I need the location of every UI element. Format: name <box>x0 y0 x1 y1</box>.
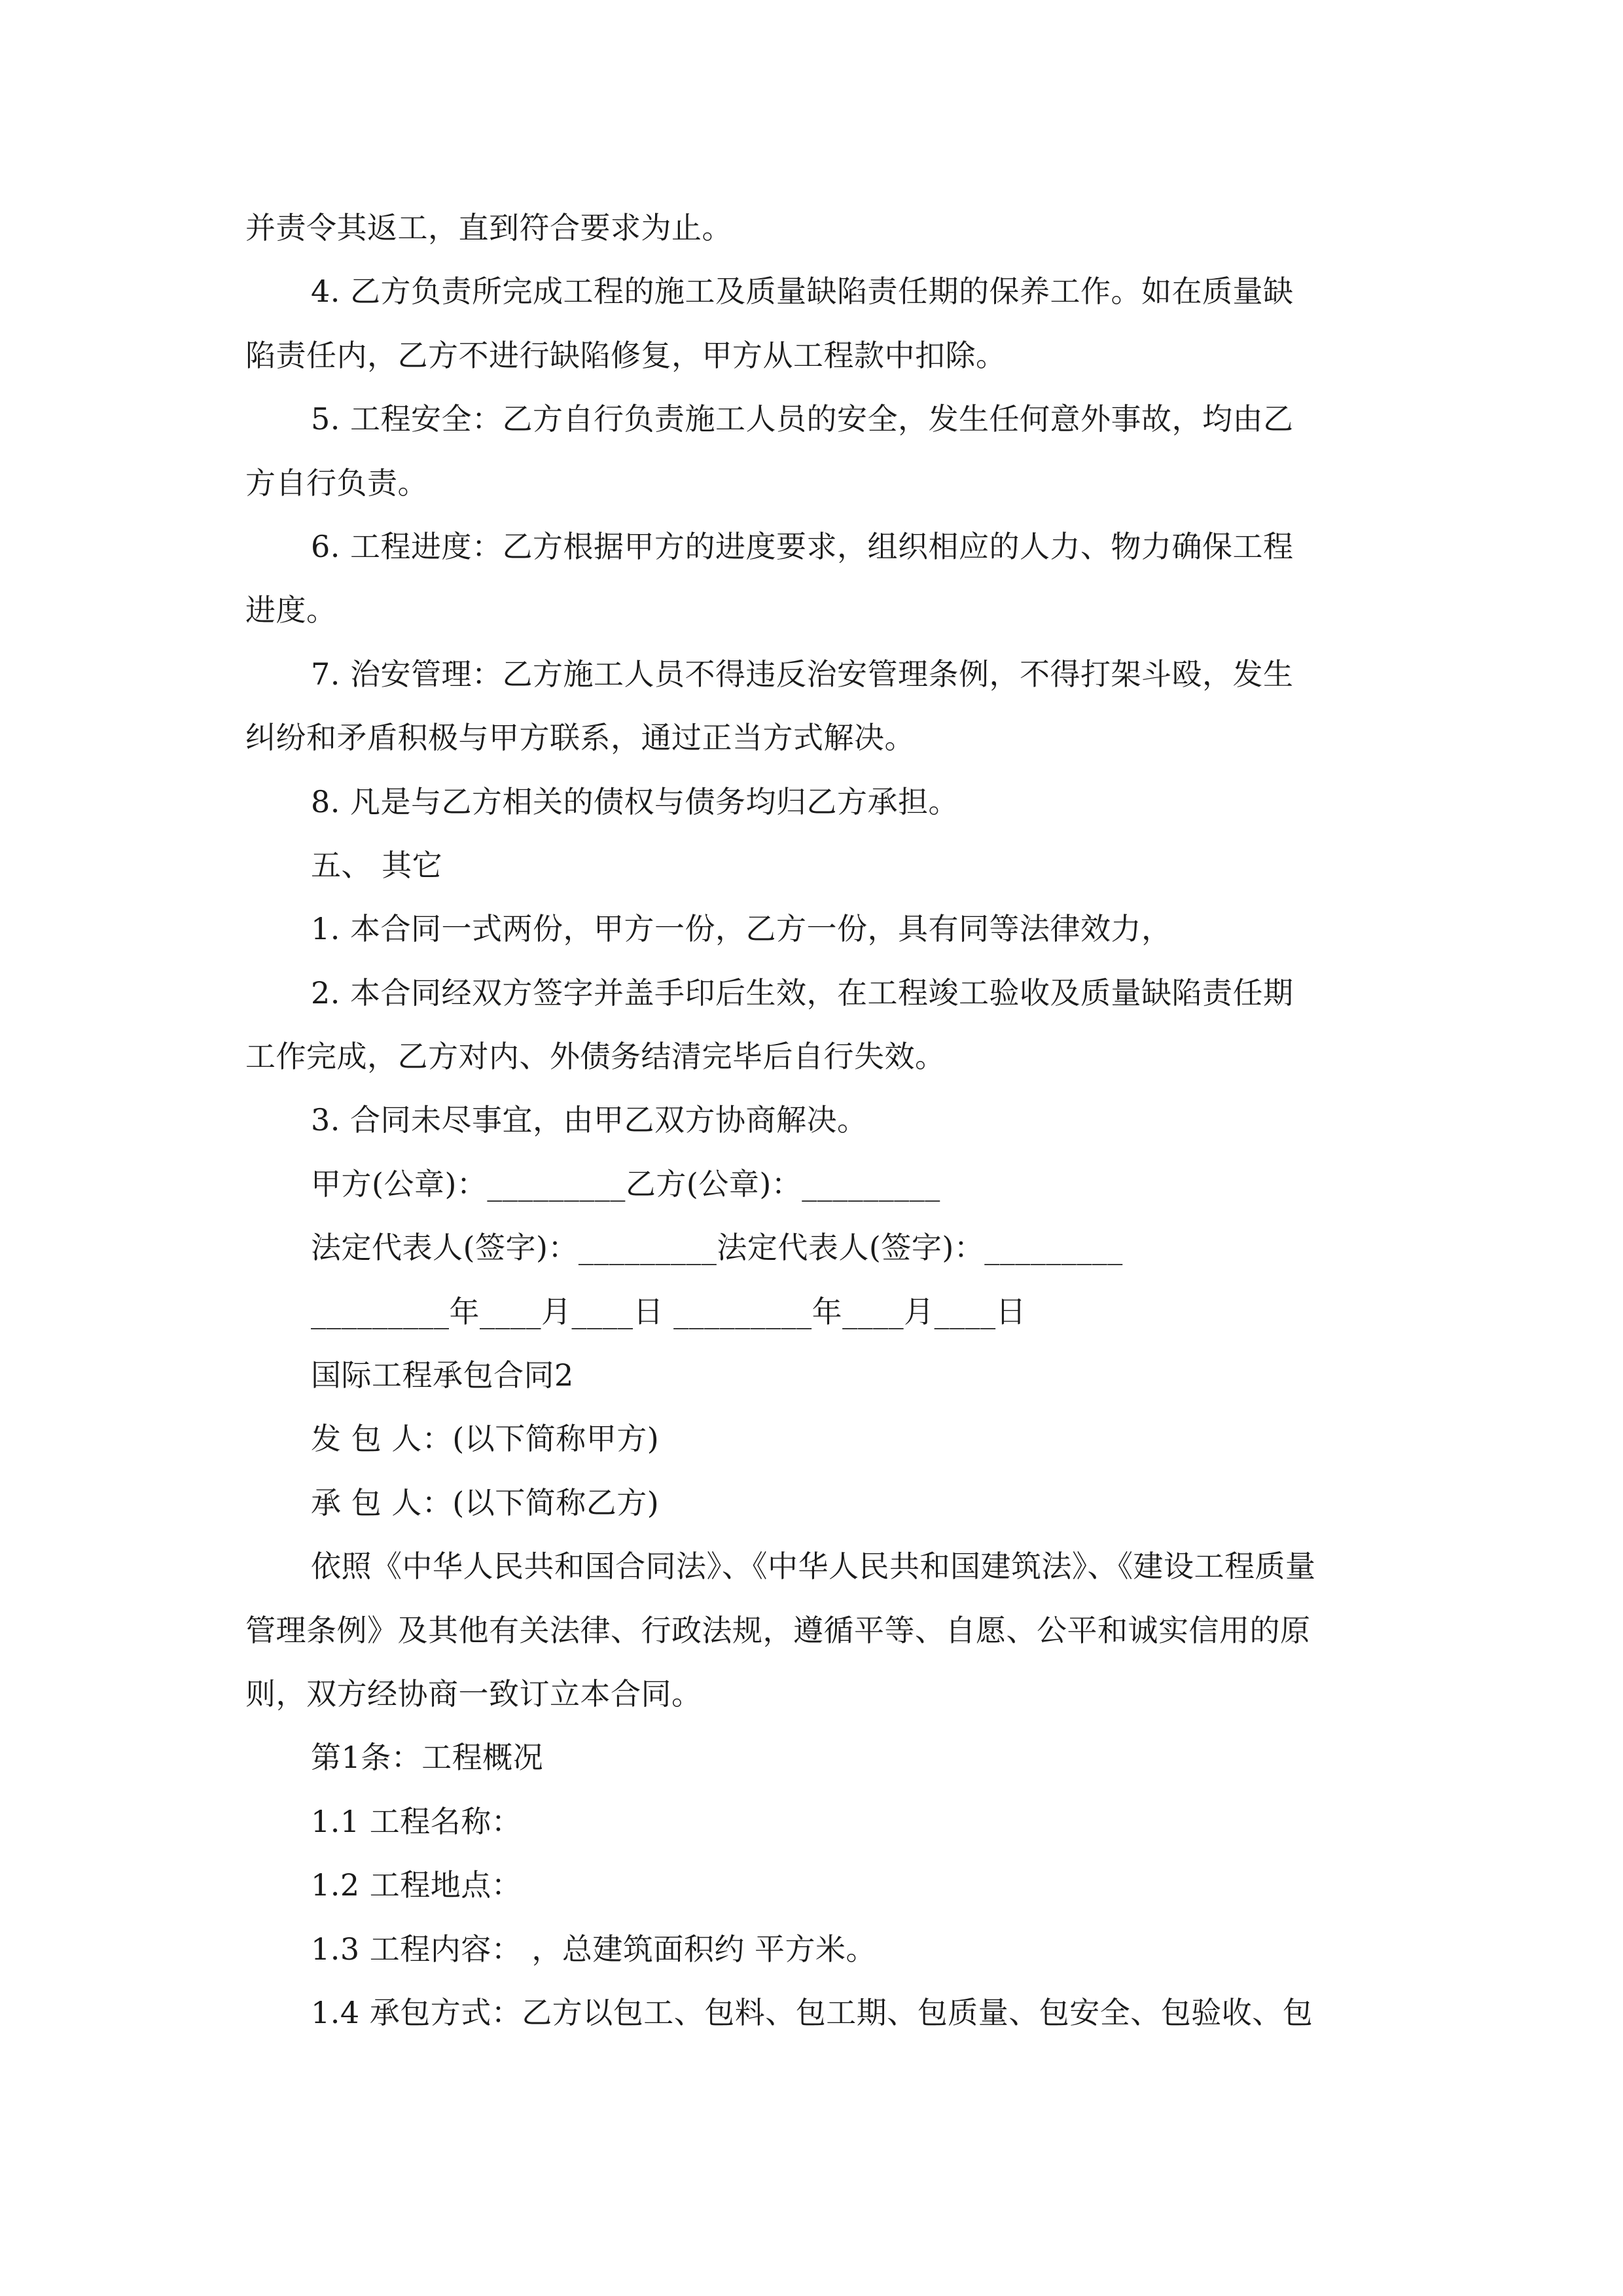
clause-4: 4. 乙方负责所完成工程的施工及质量缺陷责任期的保养工作。如在质量缺 <box>311 274 1294 310</box>
text-line: 进度。 <box>245 592 337 628</box>
text-line: 陷责任内，乙方不进行缺陷修复，甲方从工程款中扣除。 <box>245 337 1007 373</box>
document-body <box>245 196 1381 2045</box>
party-a-line: 发 包 人：(以下简称甲方) <box>311 1421 660 1457</box>
date-line: _________年____月____日 _________年____月____日 <box>311 1293 1027 1329</box>
article-1-heading: 第1条：工程概况 <box>311 1740 544 1776</box>
contract-title: 国际工程承包合同2 <box>311 1357 574 1393</box>
item-1-2: 1.2 工程地点： <box>311 1867 522 1903</box>
other-clause-1: 1. 本合同一式两份，甲方一份，乙方一份，具有同等法律效力， <box>311 911 1172 947</box>
text-line: 纠纷和矛盾积极与甲方联系，通过正当方式解决。 <box>245 720 915 756</box>
clause-7: 7. 治安管理：乙方施工人员不得违反治安管理条例，不得打架斗殴，发生 <box>311 656 1294 692</box>
text-line: 并责令其返工，直到符合要求为止。 <box>245 210 732 245</box>
other-clause-3: 3. 合同未尽事宜，由甲乙双方协商解决。 <box>311 1102 868 1138</box>
item-1-3: 1.3 工程内容： ，总建筑面积约 平方米。 <box>311 1931 877 1967</box>
representative-signature-line: 法定代表人(签字)：_________法定代表人(签字)：_________ <box>311 1230 1123 1266</box>
text-line: 工作完成，乙方对内、外债务结清完毕后自行失效。 <box>245 1039 946 1075</box>
section-heading-other: 五、 其它 <box>311 847 443 883</box>
preamble: 依照《中华人民共和国合同法》、《中华人民共和国建筑法》、《建设工程质量 <box>311 1549 1316 1585</box>
text-line: 则，双方经协商一致订立本合同。 <box>245 1676 702 1712</box>
other-clause-2: 2. 本合同经双方签字并盖手印后生效，在工程竣工验收及质量缺陷责任期 <box>311 975 1294 1011</box>
text-line: 管理条例》及其他有关法律、行政法规，遵循平等、自愿、公平和诚实信用的原 <box>245 1612 1311 1648</box>
item-1-4: 1.4 承包方式：乙方以包工、包料、包工期、包质量、包安全、包验收、包 <box>311 1994 1313 2030</box>
text-line: 方自行负责。 <box>245 465 428 501</box>
clause-6: 6. 工程进度：乙方根据甲方的进度要求，组织相应的人力、物力确保工程 <box>311 528 1294 564</box>
seal-line: 甲方(公章)：_________乙方(公章)：_________ <box>311 1166 940 1202</box>
clause-8: 8. 凡是与乙方相关的债权与债务均归乙方承担。 <box>311 783 959 819</box>
clause-5: 5. 工程安全：乙方自行负责施工人员的安全，发生任何意外事故，均由乙 <box>311 401 1294 437</box>
party-b-line: 承 包 人：(以下简称乙方) <box>311 1484 660 1520</box>
item-1-1: 1.1 工程名称： <box>311 1803 522 1839</box>
